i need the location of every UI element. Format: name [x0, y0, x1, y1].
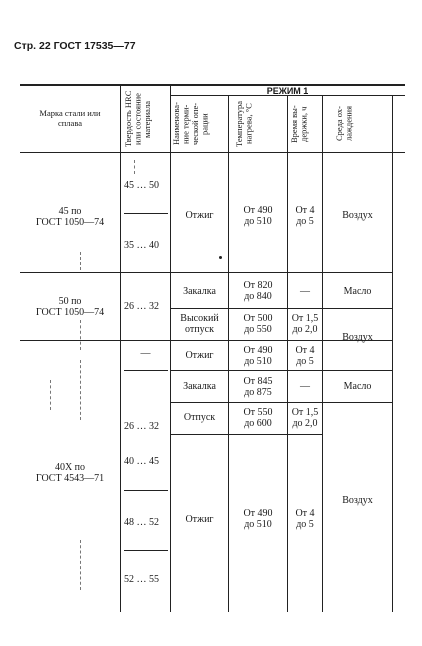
temperature-cell: От 845 до 875 — [243, 376, 273, 398]
operation-cell: Высокий отпуск — [180, 313, 219, 335]
operation-cell: Закалка — [183, 286, 216, 297]
column-header-temperature: Температура нагрева, °C — [234, 100, 254, 148]
time-cell: От 4 до 5 — [295, 345, 315, 367]
medium-cell: Масло — [343, 381, 372, 392]
temperature-cell: От 490 до 510 — [243, 345, 273, 367]
scan-dash — [80, 320, 81, 350]
temperature-cell: От 490 до 510 — [243, 205, 273, 227]
time-cell: — — [300, 286, 310, 297]
medium-cell: Масло — [343, 286, 372, 297]
operation-cell: Отжиг — [185, 210, 214, 221]
time-cell: От 1,5 до 2,0 — [291, 313, 319, 335]
col-divider-2 — [170, 84, 171, 612]
column-header-time: Время вы- держки, ч — [289, 105, 309, 143]
time-cell: От 4 до 5 — [295, 205, 315, 227]
hardness-divider — [124, 213, 168, 214]
group-divider-1 — [20, 272, 392, 273]
hardness-value: 48 … 52 — [124, 517, 159, 528]
column-header-operation: Наименова- ние терми- ческой опе- рации — [171, 102, 210, 146]
temperature-cell: От 550 до 600 — [243, 407, 273, 429]
medium-cell: Воздух — [342, 210, 373, 221]
hardness-value: 26 … 32 — [124, 421, 159, 432]
hardness-value: 40 … 45 — [124, 456, 159, 467]
temperature-cell: От 490 до 510 — [243, 508, 273, 530]
mode-title: РЕЖИМ 1 — [266, 86, 309, 96]
column-header-medium: Среда ох- лаждения — [334, 106, 354, 142]
medium-cell: Воздух — [342, 332, 373, 343]
operation-cell: Закалка — [183, 381, 216, 392]
grade-name-45: 45 по ГОСТ 1050—74 — [35, 206, 105, 228]
hardness-value: — — [140, 348, 151, 359]
hardness-value: 26 … 32 — [124, 301, 159, 312]
hardness-divider — [124, 490, 168, 491]
scan-dash — [134, 160, 135, 174]
header-bottom-border — [20, 152, 405, 153]
medium-cell: Воздух — [342, 495, 373, 506]
scan-dash — [80, 540, 81, 590]
scan-dash — [50, 380, 51, 410]
hardness-value: 52 … 55 — [124, 574, 159, 585]
row-divider — [170, 434, 322, 435]
group-divider-2 — [20, 340, 120, 341]
col-divider-5 — [322, 95, 323, 612]
operation-cell: Отпуск — [183, 412, 216, 423]
time-cell: От 1,5 до 2,0 — [291, 407, 319, 429]
scan-dash — [80, 360, 81, 420]
row-divider — [120, 340, 322, 341]
page-header: Стр. 22 ГОСТ 17535—77 — [14, 40, 136, 52]
grade-name-40x: 40Х по ГОСТ 4543—71 — [35, 462, 105, 484]
row-divider — [170, 308, 392, 309]
operation-cell: Отжиг — [185, 350, 214, 361]
column-header-grade: Марка стали или сплава — [39, 108, 101, 128]
row-divider — [170, 370, 392, 371]
column-header-hardness: Твердость HRC или состояние материала — [123, 90, 152, 148]
hardness-value: 45 … 50 — [124, 180, 159, 191]
operation-cell: Отжиг — [185, 514, 214, 525]
time-cell: От 4 до 5 — [295, 508, 315, 530]
hardness-divider — [124, 550, 168, 551]
scan-speck — [219, 256, 222, 259]
hardness-divider — [124, 370, 168, 371]
hardness-value: 35 … 40 — [124, 240, 159, 251]
temperature-cell: От 820 до 840 — [243, 280, 273, 302]
scan-dash — [80, 252, 81, 270]
grade-name-50: 50 по ГОСТ 1050—74 — [35, 296, 105, 318]
col-divider-6 — [392, 95, 393, 612]
temperature-cell: От 500 до 550 — [243, 313, 273, 335]
row-divider — [170, 402, 392, 403]
time-cell: — — [300, 381, 310, 392]
